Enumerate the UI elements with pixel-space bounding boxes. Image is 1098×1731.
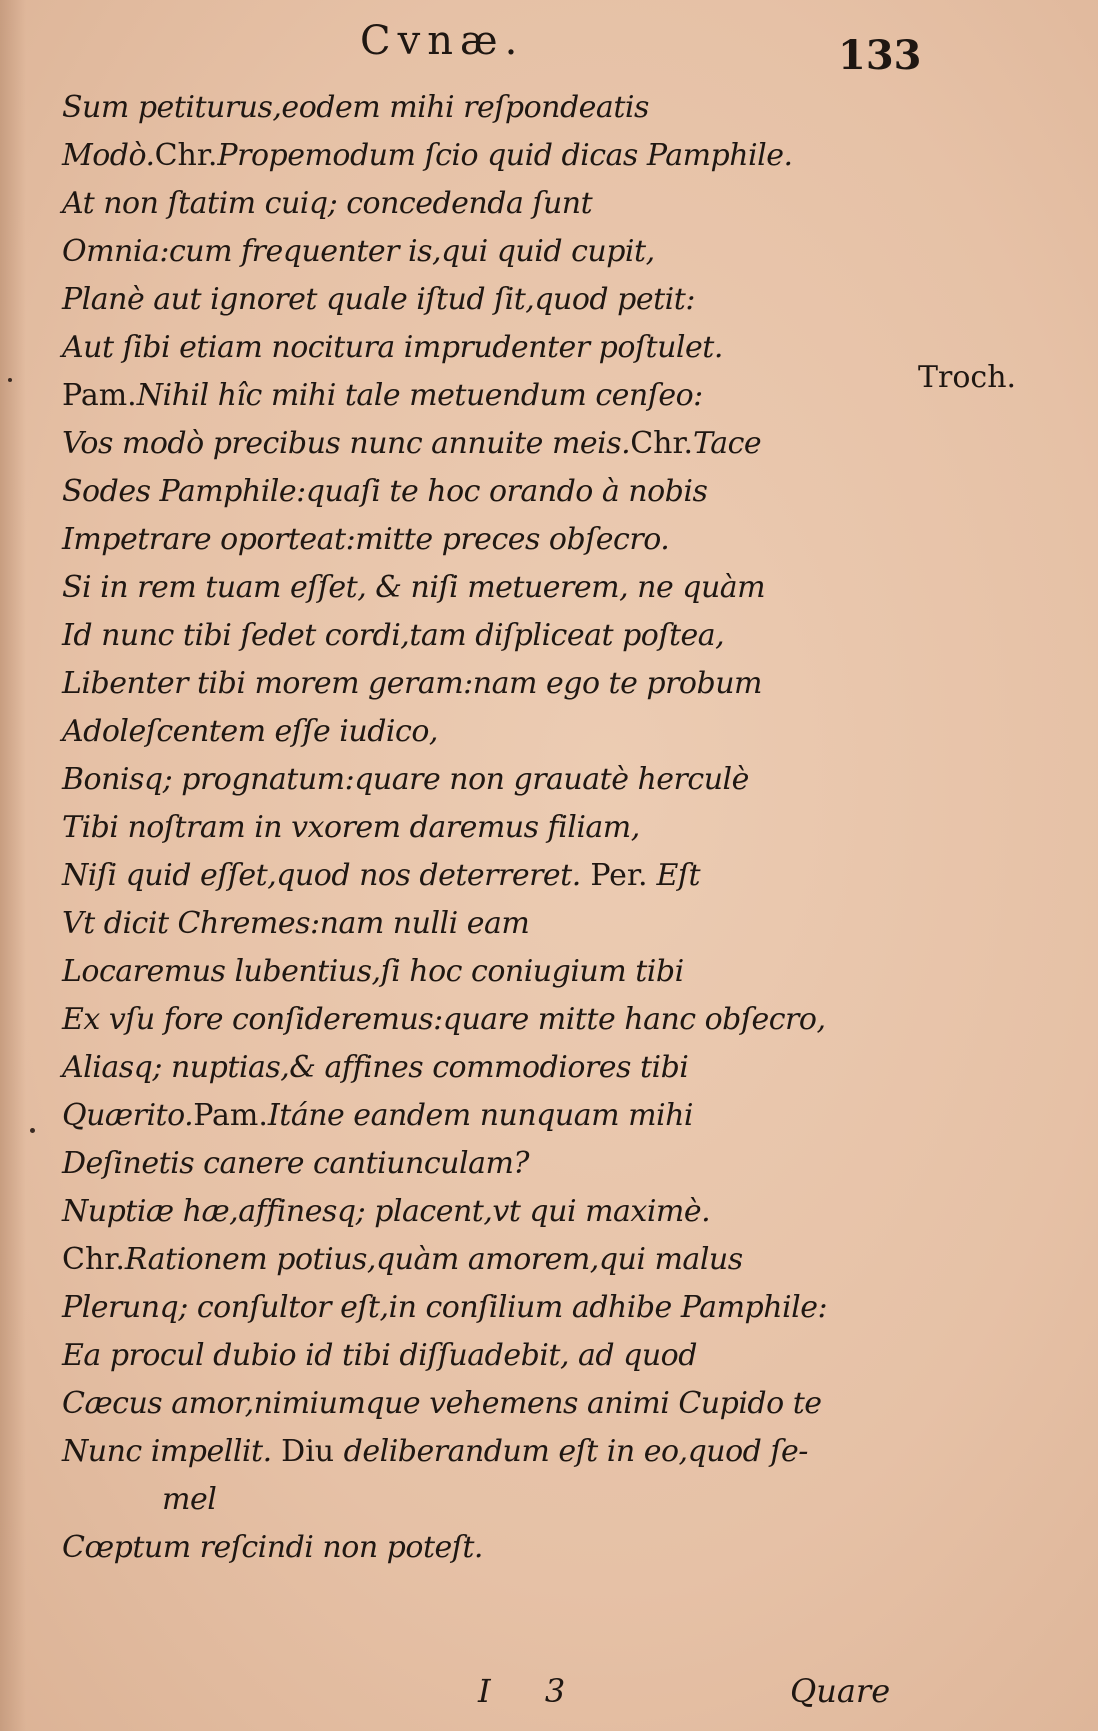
verse-text: Aliasq; nuptias,& affines commodiores tibi bbox=[62, 1050, 689, 1085]
verse-text: Sum petiturus,eodem mihi reſpondeatis bbox=[62, 90, 649, 125]
verse-line bbox=[62, 660, 942, 708]
verse-line bbox=[62, 948, 942, 996]
verse-text: Rationem potius,quàm amorem,qui malus bbox=[124, 1242, 743, 1277]
verse-text: Vt dicit Chremes:nam nulli eam bbox=[62, 906, 530, 941]
verse-line bbox=[62, 756, 942, 804]
speaker-label: Diu bbox=[271, 1434, 344, 1469]
verse-text: At non ſtatim cuiq; concedenda ſunt bbox=[62, 186, 593, 221]
verse-text: Niſi quid eſſet,quod nos deterreret. bbox=[62, 858, 581, 893]
verse-line bbox=[62, 132, 942, 180]
verse-text: Id nunc tibi ſedet cordi,tam diſpliceat poſtea, bbox=[62, 618, 725, 653]
verse-text: Eſt bbox=[647, 858, 701, 893]
verse-text: Itáne eandem nunquam mihi bbox=[267, 1098, 694, 1133]
verse-text: Locaremus lubentius,ſi hoc coniugium tibi bbox=[62, 954, 684, 989]
verse-text: Deſinetis canere cantiunculam? bbox=[62, 1146, 529, 1181]
ink-speck bbox=[8, 378, 12, 382]
verse-line bbox=[62, 1188, 942, 1236]
verse-text: Cœptum reſcindi non poteſt. bbox=[62, 1530, 483, 1565]
verse-line bbox=[62, 1236, 942, 1284]
verse-text: Adoleſcentem eſſe iudico, bbox=[62, 714, 438, 749]
verse-line bbox=[62, 372, 942, 420]
verse-line bbox=[62, 1428, 942, 1476]
running-head-title: Cvnæ. bbox=[360, 18, 525, 64]
verse-text: Libenter tibi morem geram:nam ego te probum bbox=[62, 666, 762, 701]
verse-text: Tace bbox=[693, 426, 762, 461]
verse-text: Plerunq; conſultor eſt,in conſilium adhibe Pamphile: bbox=[62, 1290, 828, 1325]
verse-line bbox=[62, 900, 942, 948]
verse-text: Sodes Pamphile:quaſi te hoc orando à nobis bbox=[62, 474, 708, 509]
verse-text: deliberandum eſt in eo,quod ſe- bbox=[343, 1434, 808, 1469]
verse-text: mel bbox=[162, 1482, 217, 1517]
verse-text: Omnia:cum frequenter is,qui quid cupit, bbox=[62, 234, 655, 269]
verse-line bbox=[62, 1140, 942, 1188]
verse-text: Si in rem tuam eſſet, & niſi metuerem, ne quàm bbox=[62, 570, 766, 605]
verse-text: Ea procul dubio id tibi diſſuadebit, ad quod bbox=[62, 1338, 697, 1373]
catchword: Quare bbox=[790, 1672, 891, 1710]
speaker-label: Pam. bbox=[62, 378, 137, 413]
page-gutter-shadow bbox=[0, 0, 26, 1731]
verse-line bbox=[62, 228, 942, 276]
verse-line bbox=[62, 180, 942, 228]
verse-text: Nunc impellit. bbox=[62, 1434, 272, 1469]
verse-line bbox=[62, 1092, 942, 1140]
verse-line bbox=[62, 708, 942, 756]
verse-line bbox=[62, 1284, 942, 1332]
signature-mark: I 3 bbox=[478, 1672, 588, 1710]
verse-text: Bonisq; prognatum:quare non grauatè herculè bbox=[62, 762, 749, 797]
verse-text: Vos modò precibus nunc annuite meis. bbox=[62, 426, 631, 461]
speaker-label: Chr. bbox=[630, 426, 694, 461]
page-number: 133 bbox=[838, 32, 922, 79]
speaker-label: Chr. bbox=[154, 138, 218, 173]
speaker-label: Chr. bbox=[62, 1242, 125, 1277]
verse-text: Quærito. bbox=[62, 1098, 194, 1133]
verse-line bbox=[62, 324, 942, 372]
verse-line bbox=[62, 1524, 942, 1572]
verse-text: Tibi noſtram in vxorem daremus filiam, bbox=[62, 810, 640, 845]
verse-line bbox=[62, 420, 942, 468]
verse-block bbox=[62, 84, 942, 1572]
speaker-label: Per. bbox=[580, 858, 648, 893]
verse-line bbox=[62, 1380, 942, 1428]
verse-line bbox=[62, 852, 942, 900]
verse-text: Planè aut ignoret quale iſtud ſit,quod petit: bbox=[62, 282, 695, 317]
verse-line bbox=[62, 564, 942, 612]
verse-line bbox=[62, 1332, 942, 1380]
verse-line bbox=[62, 468, 942, 516]
verse-line bbox=[62, 1044, 942, 1092]
verse-text: Nuptiæ hæ,affinesq; placent,vt qui maximè. bbox=[62, 1194, 711, 1229]
verse-line bbox=[62, 996, 942, 1044]
verse-text: Nihil hîc mihi tale metuendum cenſeo: bbox=[136, 378, 703, 413]
verse-text: Cæcus amor,nimiumque vehemens animi Cupido te bbox=[62, 1386, 822, 1421]
verse-line bbox=[62, 612, 942, 660]
verse-line bbox=[62, 84, 942, 132]
verse-text: Impetrare oporteat:mitte preces obſecro. bbox=[62, 522, 670, 557]
verse-line bbox=[62, 276, 942, 324]
verse-text: Modò. bbox=[62, 138, 155, 173]
verse-line bbox=[62, 804, 942, 852]
ink-speck bbox=[30, 1128, 35, 1133]
verse-text: Propemodum ſcio quid dicas Pamphile. bbox=[217, 138, 793, 173]
verse-line bbox=[62, 516, 942, 564]
speaker-label: Pam. bbox=[193, 1098, 268, 1133]
margin-note-meter: Troch. bbox=[918, 360, 1017, 395]
verse-text: Aut ſibi etiam nocitura imprudenter poſtulet. bbox=[62, 330, 723, 365]
verse-text: Ex vſu fore conſideremus:quare mitte hanc obſecro, bbox=[62, 1002, 826, 1037]
verse-line bbox=[62, 1476, 942, 1524]
